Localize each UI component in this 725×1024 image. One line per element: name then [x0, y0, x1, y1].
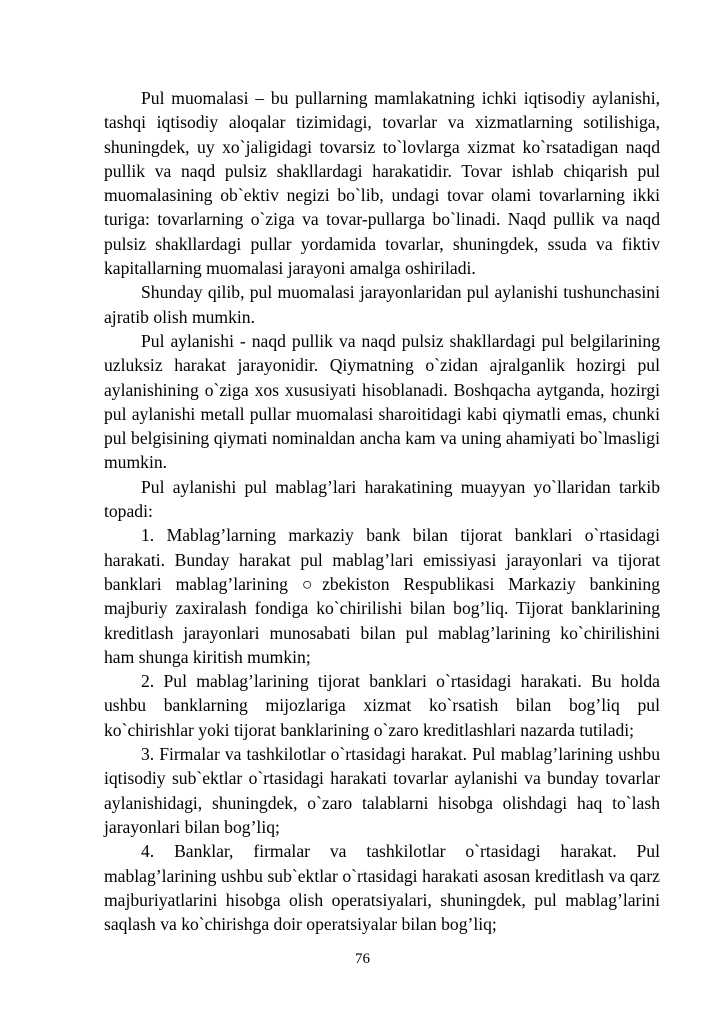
list-item-2: 2. Pul mablag’larining tijorat banklari o`rtasidagi harakati. Bu holda ushbu banklarning mijozlariga xizmat ko`rsatish bilan bog’liq pul ko`chirishlar yoki tijorat banklarining o`zaro kreditlashlari nazarda tutiladi; — [104, 671, 660, 740]
page-number: 76 — [355, 951, 370, 967]
paragraph-harakat-yollari: Pul aylanishi pul mablag’lari harakatining muayyan yo`llaridan tarkib topadi: — [104, 476, 660, 522]
paragraph-pul-muomalasi-definition: Pul muomalasi – bu pullarning mamlakatning ichki iqtisodiy aylanishi, tashqi iqtisodiy aloqalar tizimidagi, tovarlar va xizmatlarning sotilishiga, shuningdek, uy xo`jaligidagi tovarsiz to`lovlarga xizmat ko`rsatadigan naqd pullik va naqd pulsiz shakllardagi harakatidir. Tovar ishlab chiqarish pul muomalasining ob`ektiv negizi bo`lib, undagi tovar olami tovarlarning ikki turiga: tovarlarning o`ziga va tovar-pullarga bo`linadi. Naqd pullik va naqd pulsiz shakllardagi pullar yordamida tovarlar, shuningdek, ssuda va fiktiv kapitallarning muomalasi jarayoni amalga oshiriladi. — [104, 88, 660, 279]
list-item-4: 4. Banklar, firmalar va tashkilotlar o`rtasidagi harakat. Pul mablag’larining ushbu sub`ektlar o`rtasidagi harakati asosan kreditlash va qarz majburiyatlarini hisobga olish operatsiyalari, shuningdek, pul mablag’larini saqlash va ko`chirishga doir operatsiyalar bilan bog’liq; — [104, 841, 660, 935]
paragraph-pul-aylanishi-intro: Shunday qilib, pul muomalasi jarayonlaridan pul aylanishi tushunchasini ajratib olish mumkin. — [104, 282, 660, 327]
paragraph-pul-aylanishi-definition: Pul aylanishi - naqd pullik va naqd pulsiz shakllardagi pul belgilarining uzluksiz harakat jarayonidir. Qiymatning o`zidan ajralganlik hozirgi pul aylanishining o`ziga xos xususiyati hisoblanadi. Boshqacha aytganda, hozirgi pul aylanishi metall pullar muomalasi sharoitidagi kabi qiymatli emas, chunki pul belgisining qiymati nominaldan ancha kam va uning ahamiyati bo`lmasligi mumkin. — [104, 330, 660, 473]
list-item-1: 1. Mablag’larning markaziy bank bilan tijorat banklari o`rtasidagi harakati. Bunday harakat pul mablag’lari emissiyasi jarayonlari va tijorat banklari mablag’larining ○zbekiston Respublikasi Markaziy bankining majburiy zaxiralash fondiga ko`chirilishi bilan bog’liq. Tijorat banklarining kreditlash jarayonlari munosabati bilan pul mablag’larining ko`chirilishini ham shunga kiritish mumkin; — [104, 525, 660, 667]
document-body — [104, 86, 660, 936]
list-item-3: 3. Firmalar va tashkilotlar o`rtasidagi harakat. Pul mablag’larining ushbu iqtisodiy sub`ektlar o`rtasidagi harakati tovarlar aylanishi va bunday tovarlar aylanishidagi, shuningdek, o`zaro talablarni hisobga olishdagi haq to`lash jarayonlari bilan bog’liq; — [104, 744, 660, 837]
